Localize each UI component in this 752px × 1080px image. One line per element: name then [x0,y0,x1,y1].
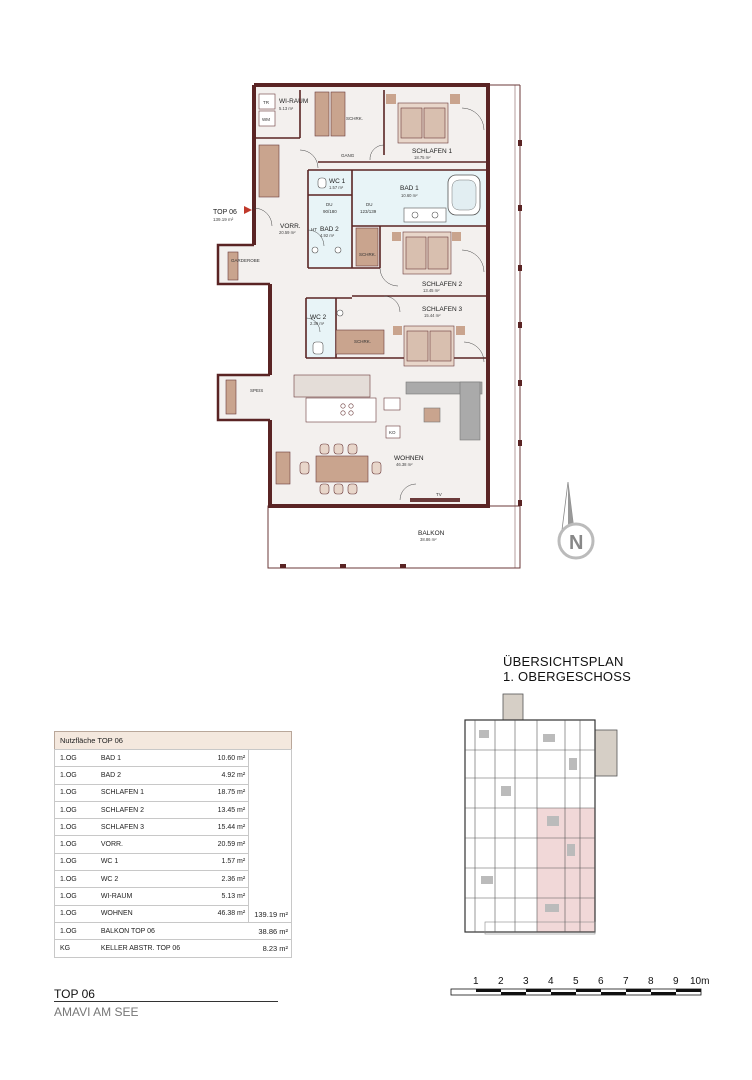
scale-tick: 7 [623,976,629,987]
row-area: 38.86 m² [249,922,292,939]
row-floor: 1.OG [55,767,96,784]
row-floor: 1.OG [55,819,96,836]
label-speis: SPEIS [250,388,264,393]
room-area-wc1: 1.57 m² [329,185,344,190]
room-label-wc2: WC 2 [310,314,327,321]
row-floor: 1.OG [55,801,96,818]
scale-tick: 4 [548,976,554,987]
scale-tick: 10m [690,976,710,987]
room-label-bad2: BAD 2 [320,226,339,233]
room-label-bad1: BAD 1 [400,185,419,192]
room-area-wi: 5.13 m² [279,106,294,111]
scale-tick: 5 [573,976,579,987]
scale-tick: 9 [673,976,679,987]
overview-title [503,654,631,684]
label-schrank-3: SCHRK. [354,339,372,344]
scale-tick: 6 [598,976,604,987]
overview-plan [455,690,625,940]
table-row [55,922,292,939]
row-room: SCHLAFEN 1 [96,784,204,801]
footer-divider [54,1001,278,1002]
row-room: WC 2 [96,871,204,888]
room-label-balkon: BALKON [418,530,445,537]
room-label-schlafen1: SCHLAFEN 1 [412,148,453,155]
row-floor: KG [55,940,96,957]
label-schrank-2: SCHRK. [359,252,377,257]
label-gang: GANG [341,153,355,158]
label-wm: WM [262,117,270,122]
row-floor: 1.OG [55,922,96,939]
area-table [54,731,292,958]
label-du1-size: 90/180 [323,209,337,214]
footer-title: TOP 06 [54,987,95,1001]
label-du2: DU [366,202,373,207]
label-du1: DU [326,202,333,207]
row-area: 1.57 m² [204,853,248,870]
row-floor: 1.OG [55,784,96,801]
overview-highlight [537,808,595,932]
footer-subtitle: AMAVI AM SEE [54,1005,139,1019]
row-area: 2.36 m² [204,871,248,888]
row-room: WOHNEN [96,905,204,922]
room-area-schlafen3: 15.44 m² [424,313,441,318]
row-room: BALKON TOP 06 [96,922,249,939]
table-row [55,750,292,767]
row-room: SCHLAFEN 3 [96,819,204,836]
room-area-bad1: 10.60 m² [401,193,418,198]
table-title: Nutzfläche TOP 06 [55,732,292,750]
room-area-wc2: 2.36 m² [310,321,325,326]
room-area-schlafen2: 13.45 m² [423,288,440,293]
entrance-area: 139.19 m² [213,217,234,222]
row-floor: 1.OG [55,836,96,853]
scale-tick: 8 [648,976,654,987]
row-room: VORR. [96,836,204,853]
overview-title-line1: ÜBERSICHTSPLAN [503,654,624,669]
row-room: BAD 2 [96,767,204,784]
row-room: WI-RAUM [96,888,204,905]
room-area-schlafen1: 18.75 m² [414,155,431,160]
label-ko: KO [389,430,396,435]
room-area-vorr: 20.59 m² [279,230,296,235]
entrance-label: TOP 06 [213,209,237,216]
row-room: WC 1 [96,853,204,870]
row-area: 46.38 m² [204,905,248,922]
row-area: 15.44 m² [204,819,248,836]
row-room: KELLER ABSTR. TOP 06 [96,940,249,957]
table-header-row [55,732,292,750]
compass-letter: N [569,532,584,554]
room-label-schlafen2: SCHLAFEN 2 [422,281,463,288]
label-tv: TV [436,492,442,497]
overview-annex-right [595,730,617,776]
room-label-wohnen: WOHNEN [394,455,424,462]
bathtub [448,175,480,215]
scale-tick: 1 [473,976,479,987]
row-room: SCHLAFEN 2 [96,801,204,818]
entrance-arrow [244,206,252,214]
row-floor: 1.OG [55,750,96,767]
room-label-schlafen3: SCHLAFEN 3 [422,306,463,313]
row-room: BAD 1 [96,750,204,767]
label-du2-size: 123/139 [360,209,377,214]
scale-tick-labels [473,976,709,987]
label-garderobe: GARDEROBE [231,258,260,263]
room-area-bad2: 4.92 m² [320,233,335,238]
label-tr: TR [263,100,269,105]
room-label-vorr: VORR. [280,223,301,230]
table-row [55,940,292,957]
row-area: 4.92 m² [204,767,248,784]
tv-unit [410,498,460,502]
room-label-wi: WI-RAUM [279,98,309,105]
scale-tick: 3 [523,976,529,987]
row-area: 10.60 m² [204,750,248,767]
row-area: 5.13 m² [204,888,248,905]
overview-annex-top [503,694,523,720]
room-area-balkon: 38.86 m² [420,537,437,542]
room-area-wohnen: 46.38 m² [396,462,413,467]
table-total: 139.19 m² [249,750,292,923]
row-area: 8.23 m² [249,940,292,957]
label-schrank-1: SCHRK. [346,116,364,121]
scale-tick: 2 [498,976,504,987]
row-area: 13.45 m² [204,801,248,818]
row-floor: 1.OG [55,888,96,905]
compass-icon [559,482,593,558]
row-floor: 1.OG [55,853,96,870]
beds [398,103,454,366]
row-floor: 1.OG [55,905,96,922]
label-ht: HT [311,227,317,232]
row-area: 20.59 m² [204,836,248,853]
room-label-wc1: WC 1 [329,178,346,185]
row-area: 18.75 m² [204,784,248,801]
scale-bar [446,972,716,1000]
row-floor: 1.OG [55,871,96,888]
overview-title-line2: 1. OBERGESCHOSS [503,669,631,684]
